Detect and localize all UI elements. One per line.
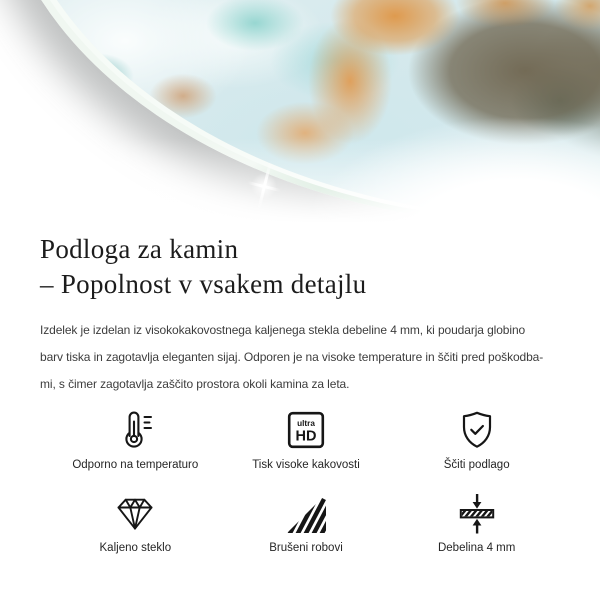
feature-tempered-glass [50,491,221,554]
diamond-icon [113,491,157,535]
product-info-section [0,232,600,554]
feature-temperature [50,408,221,471]
description-line-1: Izdelek je izdelan iz visokokakovostnega kaljenega stekla debeline 4 mm, ki poudarja globino [40,323,526,337]
shield-check-icon [455,408,499,452]
feature-thickness [391,491,562,554]
ultra-hd-badge-top: ultra [297,419,315,428]
thermometer-icon [113,408,157,452]
ultra-hd-badge-bottom: HD [295,428,317,445]
features-grid [50,408,562,554]
product-photo [0,0,600,230]
description-line-2: barv tiska in zagotavlja eleganten sijaj. Odporen je na visoke temperature in ščiti pred poškodba- [40,350,544,364]
product-description [40,317,572,398]
ultra-hd-icon [284,408,328,452]
title-line-2: – Popolnost v vsakem detajlu [40,269,367,299]
photo-white-fade [0,0,600,230]
feature-label: Odporno na temperaturo [72,459,199,471]
title-line-1: Podloga za kamin [40,234,239,264]
feature-label: Tisk visoke kakovosti [252,459,360,471]
feature-label: Ščiti podlago [443,459,510,471]
polished-edges-icon [284,491,328,535]
feature-print-quality [221,408,392,471]
description-line-3: mi, s čimer zagotavlja zaščito prostora okoli kamina za leta. [40,377,350,391]
feature-label: Kaljeno steklo [99,542,172,554]
feature-polished-edges [221,491,392,554]
page-title [40,232,572,302]
feature-label: Debelina 4 mm [437,542,516,554]
feature-label: Brušeni robovi [269,542,343,554]
feature-protection [391,408,562,471]
thickness-compress-icon [455,491,499,535]
